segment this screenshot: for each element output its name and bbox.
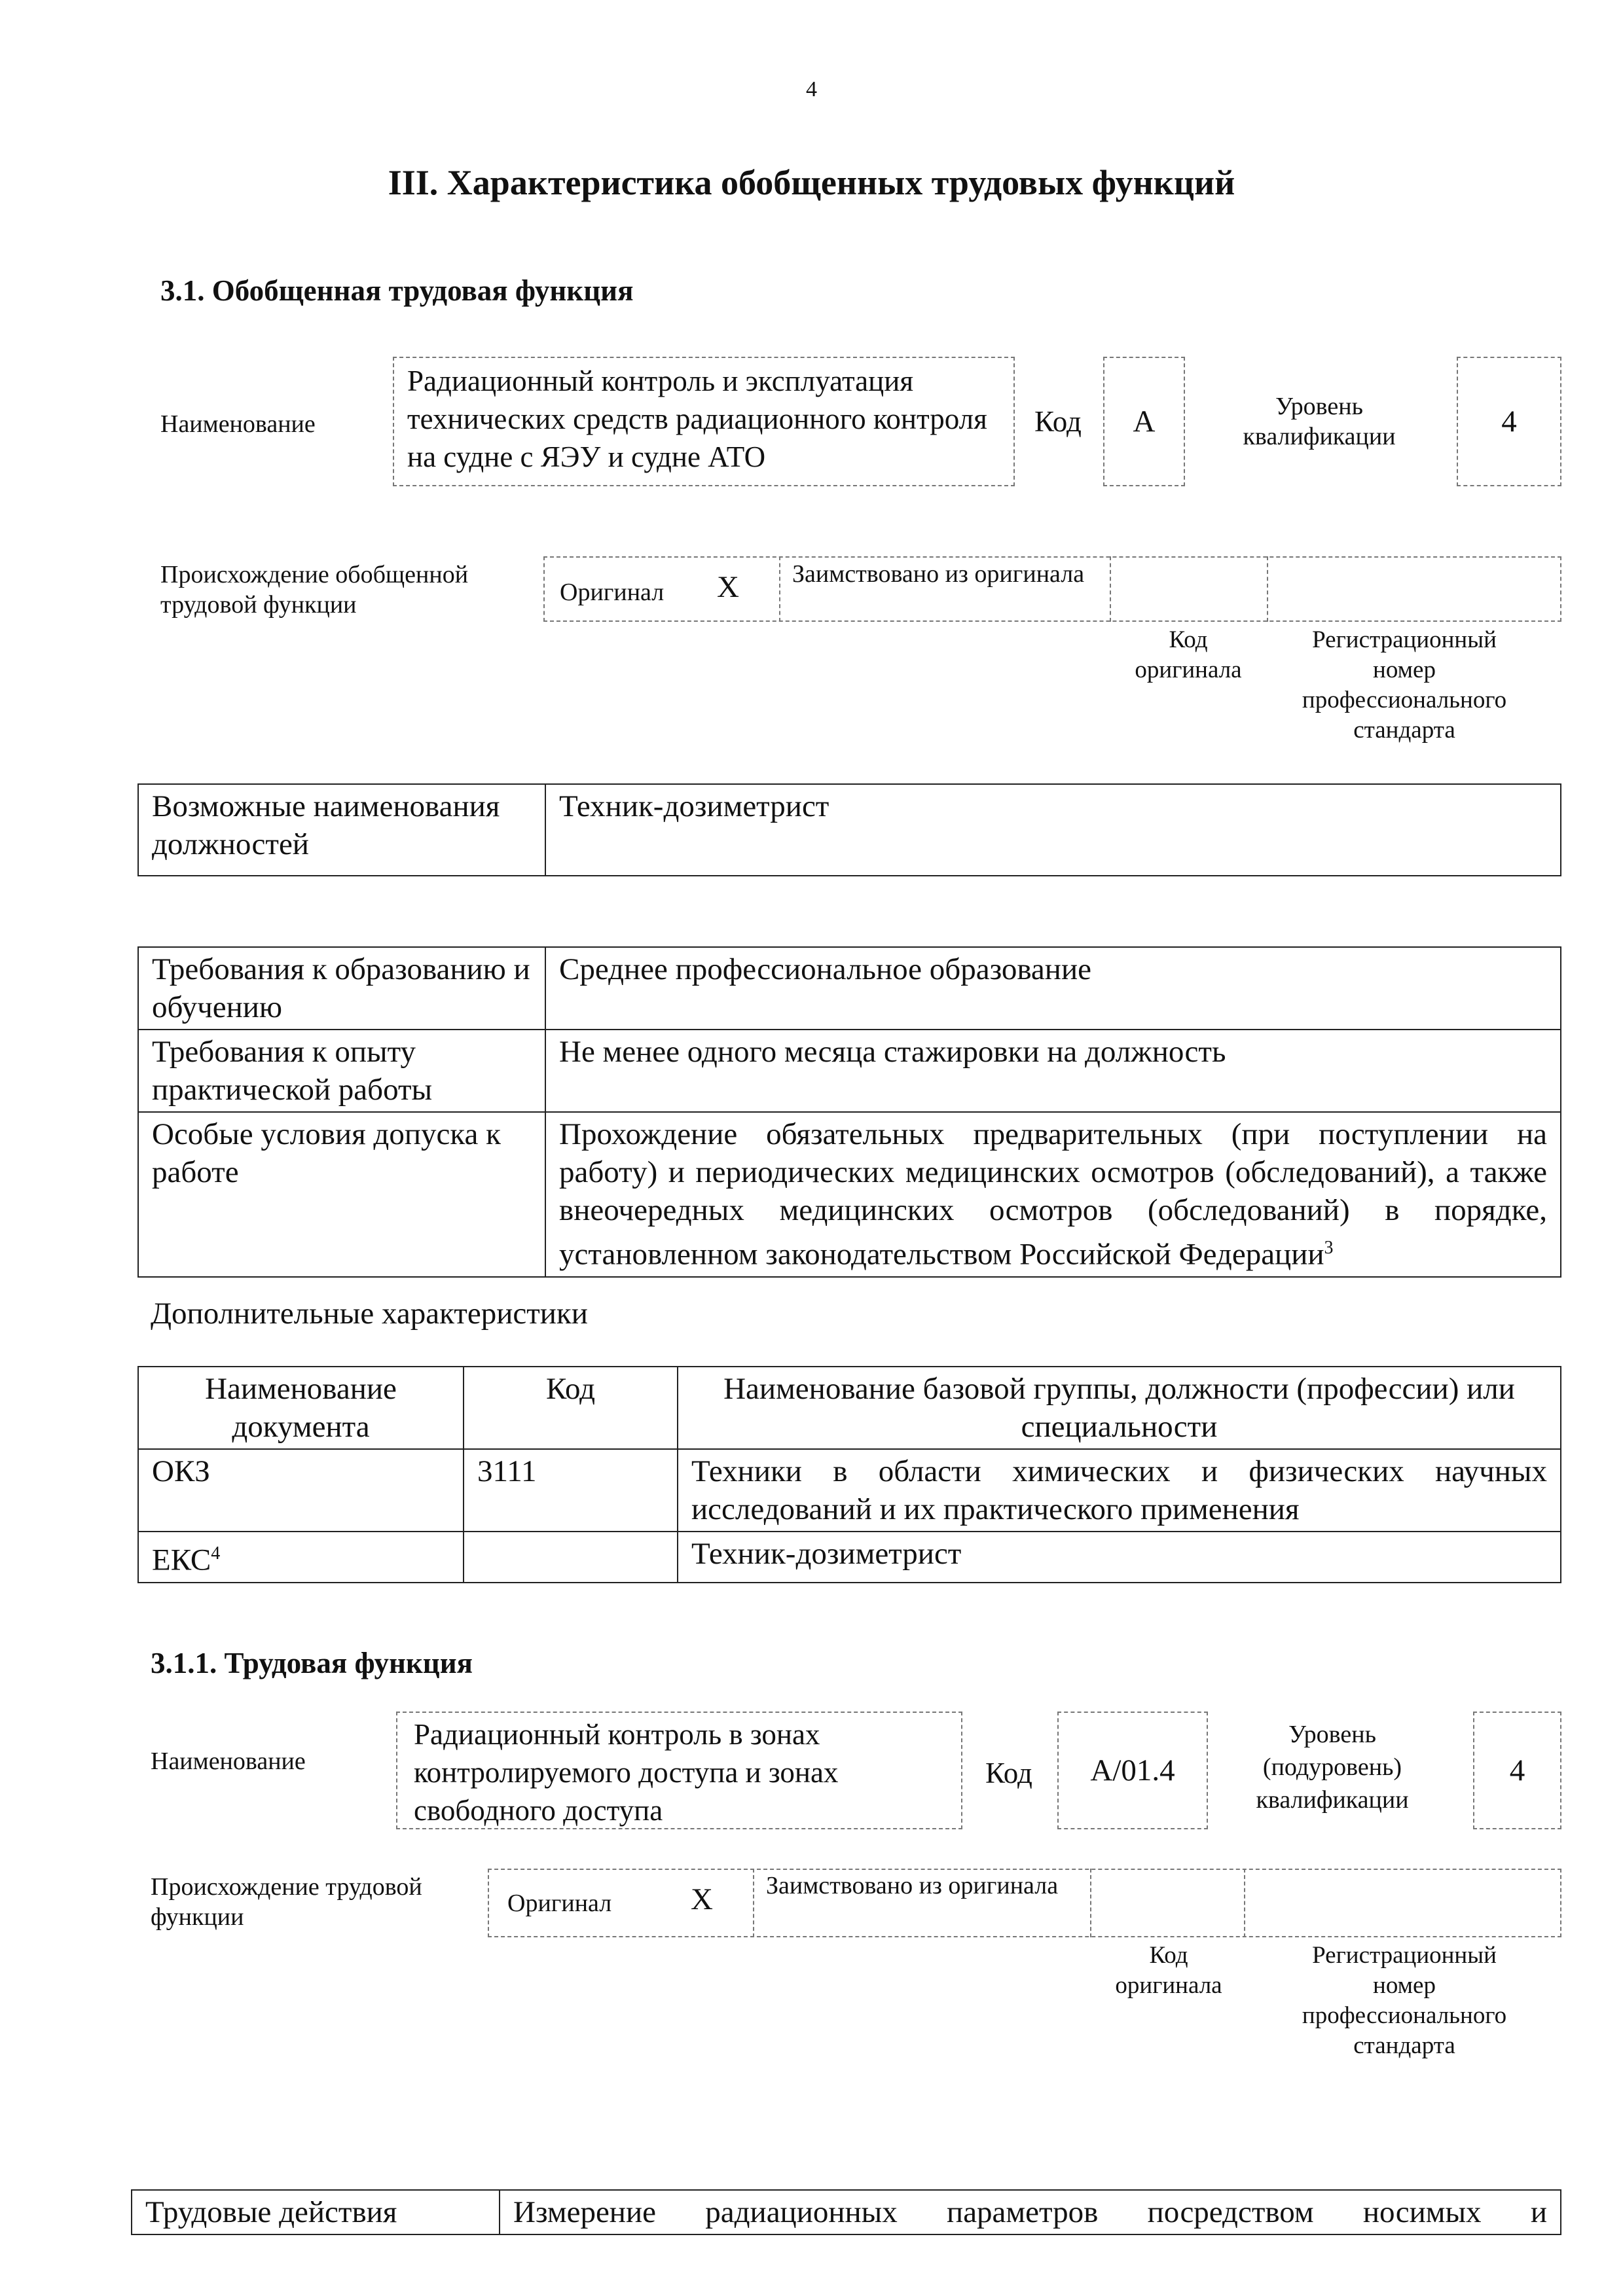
gtf-original-mark: Х — [717, 570, 739, 604]
gtf-code-original-label: Код оригинала — [1135, 626, 1242, 683]
row-doc: ЕКС — [152, 1543, 211, 1577]
gtf-heading: 3.1. Обобщенная трудовая функция — [160, 274, 634, 307]
footnote-marker: 4 — [211, 1543, 221, 1564]
gtf-original-label: Оригинал — [560, 579, 665, 606]
gtf-code-label: Код — [1034, 405, 1082, 438]
tf-name-box — [396, 1712, 962, 1829]
page-number: 4 — [806, 77, 817, 101]
requirement-value-cell — [545, 1112, 1561, 1277]
footnote-marker: 3 — [1324, 1238, 1334, 1258]
tf-name-value: Радиационный контроль в зонах контролируемого доступа и зонах свободного доступа — [414, 1718, 839, 1827]
header-doc: Наименование документа — [138, 1367, 464, 1449]
requirements-row — [138, 947, 1561, 1030]
tf-code-original-label: Код оригинала — [1115, 1942, 1222, 1999]
header-name: Наименование базовой группы, должности (профессии) или специальности — [678, 1367, 1561, 1449]
requirement-label: Требования к образованию и обучению — [138, 947, 545, 1030]
tf-level-value: 4 — [1509, 1753, 1525, 1787]
requirement-label: Особые условия допуска к работе — [138, 1112, 545, 1277]
requirements-row — [138, 1112, 1561, 1277]
gtf-borrowed-label: Заимствовано из оригинала — [792, 560, 1085, 588]
gtf-level-value: 4 — [1501, 404, 1517, 439]
gtf-code-box — [1103, 357, 1185, 486]
gtf-origin-divider-3 — [1267, 556, 1269, 622]
gtf-level-label: Уровень квалификации — [1243, 393, 1396, 450]
header-code: Код — [464, 1367, 678, 1449]
row-name: Техник-дозиметрист — [678, 1532, 1561, 1583]
tf-origin-divider-1 — [753, 1869, 756, 1937]
gtf-name-box — [393, 357, 1015, 486]
requirements-table — [137, 946, 1561, 1278]
requirement-value: Прохождение обязательных предварительных (при поступлении на работу) и периодических медицинских осмотров (обследований), а также внеочередных медицинских осмотров (обследований) в порядке, установленном законодательством Российской Федерации — [559, 1117, 1547, 1272]
row-doc: ОКЗ — [138, 1449, 464, 1532]
tf-code-label: Код — [985, 1757, 1032, 1789]
positions-table — [137, 783, 1561, 876]
gtf-name-value: Радиационный контроль и эксплуатация технических средств радиационного контроля на судне с ЯЭУ и судне АТО — [407, 365, 987, 473]
requirement-value: Не менее одного месяца стажировки на должность — [545, 1030, 1561, 1112]
additional-header-row — [138, 1367, 1561, 1449]
gtf-level-box — [1457, 357, 1561, 486]
row-name: Техники в области химических и физических научных исследований и их практического применения — [678, 1449, 1561, 1532]
gtf-name-label: Наименование — [160, 410, 316, 438]
requirements-row — [138, 1030, 1561, 1112]
additional-row — [138, 1532, 1561, 1583]
requirement-value: Среднее профессиональное образование — [545, 947, 1561, 1030]
positions-value: Техник-дозиметрист — [545, 784, 1561, 876]
labor-actions-table — [131, 2189, 1561, 2235]
row-doc-cell — [138, 1532, 464, 1583]
tf-code-box — [1057, 1712, 1208, 1829]
tf-level-box — [1473, 1712, 1561, 1829]
tf-origin-divider-2 — [1090, 1869, 1093, 1937]
tf-heading: 3.1.1. Трудовая функция — [151, 1647, 473, 1679]
gtf-origin-divider-1 — [779, 556, 782, 622]
labor-actions-label: Трудовые действия — [132, 2190, 500, 2234]
additional-row — [138, 1449, 1561, 1532]
row-code — [464, 1532, 678, 1583]
gtf-origin-label: Происхождение обобщенной трудовой функции — [160, 561, 469, 619]
gtf-code-value: А — [1133, 404, 1156, 439]
positions-label: Возможные наименования должностей — [138, 784, 545, 876]
tf-level-label: Уровень (подуровень) квалификации — [1256, 1721, 1409, 1814]
gtf-reg-number-label: Регистрационный номер профессионального стандарта — [1302, 626, 1507, 744]
tf-name-label: Наименование — [151, 1748, 306, 1775]
tf-original-mark: Х — [691, 1882, 713, 1916]
tf-original-label: Оригинал — [507, 1890, 612, 1917]
section-title: III. Характеристика обобщенных трудовых функций — [388, 163, 1235, 202]
gtf-origin-divider-2 — [1110, 556, 1112, 622]
tf-origin-label: Происхождение трудовой функции — [151, 1873, 422, 1931]
tf-borrowed-label: Заимствовано из оригинала — [766, 1872, 1059, 1899]
tf-code-value: А/01.4 — [1090, 1753, 1175, 1787]
additional-table — [137, 1366, 1561, 1583]
requirement-label: Требования к опыту практической работы — [138, 1030, 545, 1112]
row-code: 3111 — [464, 1449, 678, 1532]
tf-reg-number-label: Регистрационный номер профессионального стандарта — [1302, 1942, 1507, 2059]
tf-origin-divider-3 — [1244, 1869, 1247, 1937]
labor-actions-value: Измерение радиационных параметров посредством носимых и — [500, 2190, 1561, 2234]
additional-heading: Дополнительные характеристики — [151, 1297, 588, 1331]
